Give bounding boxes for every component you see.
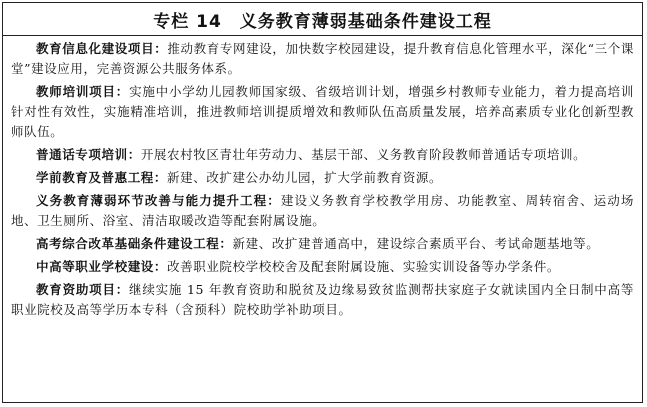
column-title <box>3 3 642 36</box>
item-heading: 义务教育薄弱环节改善与能力提升工程： <box>36 193 281 208</box>
column-title-text: 义务教育薄弱基础条件建设工程 <box>239 11 492 32</box>
item-body: 新建、改扩建公办幼儿园，扩大学前教育资源。 <box>167 170 443 185</box>
item-body: 推动教育专网建设，加快数字校园建设，提升教育信息化管理水平，深化“三个课堂”建设应用，完善资源公共服务体系。 <box>11 41 634 76</box>
item-compulsory-education-improvement <box>11 191 634 231</box>
item-heading: 中高等职业学校建设： <box>36 259 168 274</box>
item-heading: 高考综合改革基础条件建设工程： <box>36 236 233 251</box>
item-heading: 教育信息化建设项目： <box>36 41 168 56</box>
item-body: 继续实施 15 年教育资助和脱贫及边缘易致贫监测帮扶家庭子女就读国内全日制中高等职业院校及高等学历本专科（含预科）院校助学补助项目。 <box>11 282 634 317</box>
item-body: 开展农村牧区青壮年劳动力、基层干部、义务教育阶段教师普通话专项培训。 <box>140 147 587 162</box>
item-body: 实施中小学幼儿园教师国家级、省级培训计划，增强乡村教师专业能力，着力提高培训针对性有效性，实施精准培训，推进教师培训提质增效和教师队伍高质量发展，培养高素质专业化创新型教师队伍。 <box>11 84 634 139</box>
item-body: 改善职业院校学校校舍及配套附属设施、实验实训设备等办学条件。 <box>167 259 561 274</box>
item-preschool-education <box>11 168 634 188</box>
item-education-informatization <box>11 39 634 79</box>
item-heading: 普通话专项培训： <box>36 147 141 162</box>
column-number: 专栏 14 <box>153 11 222 32</box>
item-mandarin-training <box>11 145 634 165</box>
item-heading: 学前教育及普惠工程： <box>36 170 168 185</box>
column-box <box>2 2 643 403</box>
item-body: 新建、改扩建普通高中，建设综合素质平台、考试命题基地等。 <box>232 236 600 251</box>
item-gaokao-reform <box>11 234 634 254</box>
item-vocational-schools <box>11 257 634 277</box>
item-teacher-training <box>11 82 634 142</box>
item-body: 建设义务教育学校教学用房、功能教室、周转宿舍、运动场地、卫生厕所、浴室、清洁取暖改造等配套附属设施。 <box>11 193 634 228</box>
item-heading: 教育资助项目： <box>36 282 130 297</box>
item-education-aid <box>11 280 634 320</box>
column-content <box>3 36 642 320</box>
item-heading: 教师培训项目： <box>36 84 130 99</box>
